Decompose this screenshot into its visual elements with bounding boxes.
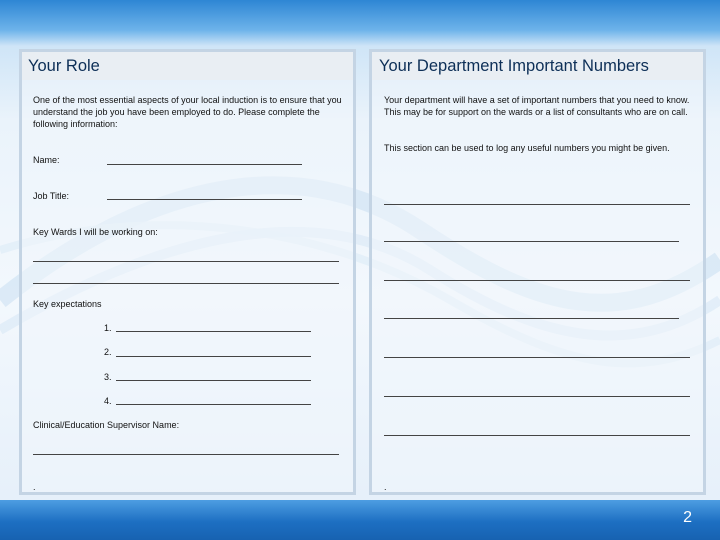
expectation-line-1[interactable] [116,331,311,332]
number-line-5[interactable] [384,357,690,358]
key-wards-label: Key Wards I will be working on: [33,227,158,237]
expectation-number-2: 2. [104,347,112,357]
expectation-number-1: 1. [104,323,112,333]
expectation-line-3[interactable] [116,380,311,381]
department-intro-text: Your department will have a set of important numbers that you need to know. This may be for support on the wards or a list of consultants who are on call. [384,95,690,117]
number-line-7[interactable] [384,435,690,436]
number-line-4[interactable] [384,318,679,319]
page-number: 2 [683,509,692,526]
expectation-line-2[interactable] [116,356,311,357]
number-line-1[interactable] [384,204,690,205]
job-title-field-line[interactable] [107,199,302,200]
number-line-6[interactable] [384,396,690,397]
supervisor-label: Clinical/Education Supervisor Name: [33,420,180,430]
key-expectations-label: Key expectations [33,299,102,309]
expectation-number-3: 3. [104,372,112,382]
name-field-line[interactable] [107,164,302,165]
role-intro-text: One of the most essential aspects of your local induction is to ensure that you understand the job you have been employed to do. Please complete the following information: [33,95,342,129]
department-section-note: This section can be used to log any useful numbers you might be given. [384,143,670,153]
supervisor-field-line[interactable] [33,454,339,455]
job-title-label: Job Title: [33,191,70,201]
key-wards-line-2[interactable] [33,283,339,284]
name-label: Name: [33,155,60,165]
right-end-mark: . [384,482,387,492]
left-end-mark: . [33,482,36,492]
expectation-line-4[interactable] [116,404,311,405]
key-wards-line-1[interactable] [33,261,339,262]
number-line-3[interactable] [384,280,690,281]
number-line-2[interactable] [384,241,679,242]
your-role-title: Your Role [22,52,353,80]
expectation-number-4: 4. [104,396,112,406]
footer-bar [0,500,720,540]
department-numbers-title: Your Department Important Numbers [372,52,703,80]
